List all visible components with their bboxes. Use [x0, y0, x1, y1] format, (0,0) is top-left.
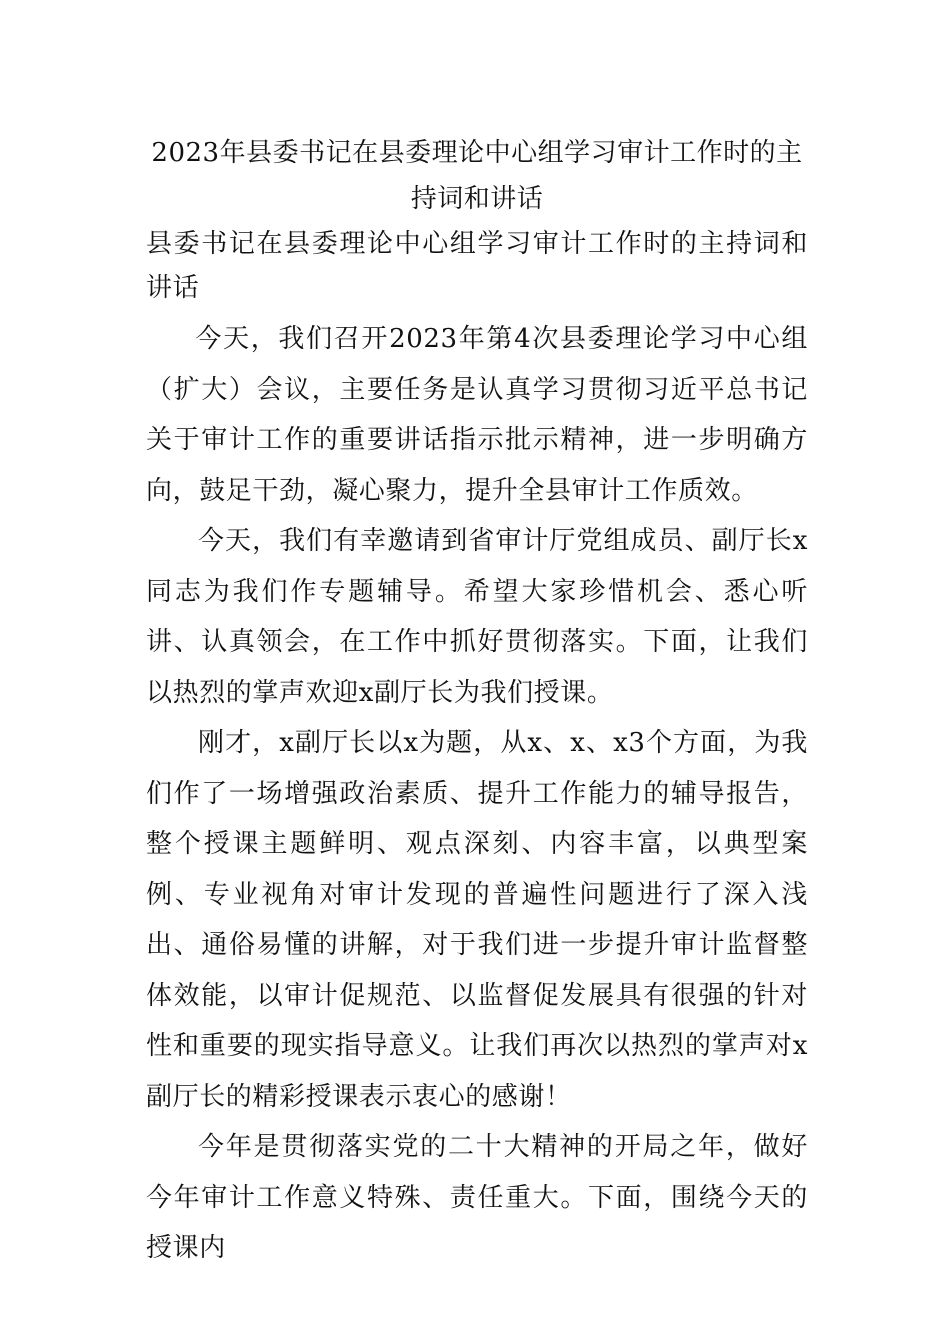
paragraph-opening: 今天，我们召开2023年第4次县委理论学习中心组（扩大）会议，主要任务是认真学习贯彻习近平总书记关于审计工作的重要讲话指示批示精神，进一步明确方向，鼓足干劲，凝心聚力，提升全县审计工作质效。 [146, 324, 808, 506]
paragraph-transition: 今年是贯彻落实党的二十大精神的开局之年，做好今年审计工作意义特殊、责任重大。下面，围绕今天的授课内 [146, 1132, 808, 1263]
document-subtitle: 县委书记在县委理论中心组学习审计工作时的主持词和讲话 [146, 229, 808, 303]
document-title: 2023年县委书记在县委理论中心组学习审计工作时的主持词和讲话 [151, 138, 803, 214]
document-body [146, 130, 808, 1274]
paragraph-summary: 刚才，x副厅长以x为题，从x、x、x3个方面，为我们作了一场增强政治素质、提升工作能力的辅导报告，整个授课主题鲜明、观点深刻、内容丰富，以典型案例、专业视角对审计发现的普遍性问题进行了深入浅出、通俗易懂的讲解，对于我们进一步提升审计监督整体效能，以审计促规范、以监督促发展具有很强的针对性和重要的现实指导意义。让我们再次以热烈的掌声对x副厅长的精彩授课表示衷心的感谢！ [146, 728, 808, 1112]
paragraph-invitation: 今天，我们有幸邀请到省审计厅党组成员、副厅长x同志为我们作专题辅导。希望大家珍惜机会、悉心听讲、认真领会，在工作中抓好贯彻落实。下面，让我们以热烈的掌声欢迎x副厅长为我们授课。 [146, 526, 808, 708]
